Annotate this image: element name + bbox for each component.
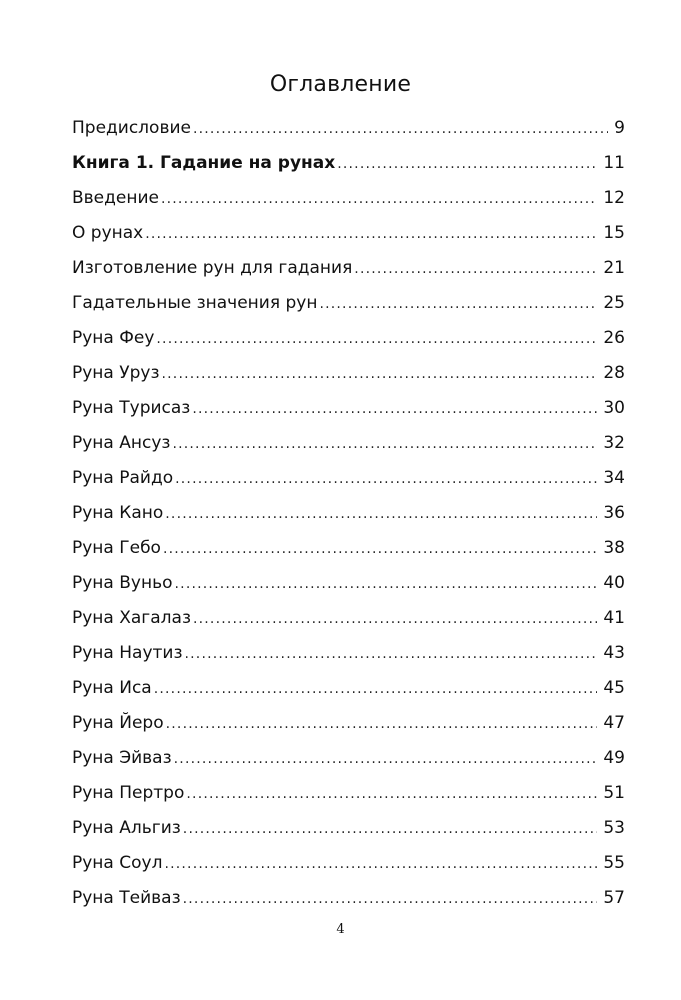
toc-dot-leader xyxy=(165,499,597,529)
toc-entry-page: 28 xyxy=(603,363,625,383)
toc-dot-leader xyxy=(162,359,598,389)
toc-entry xyxy=(72,358,625,393)
toc-dot-leader xyxy=(156,324,597,354)
toc-entry-title: Руна Соул xyxy=(72,853,163,873)
toc-entry-page: 36 xyxy=(603,503,625,523)
toc-entry-page: 15 xyxy=(603,223,625,243)
toc-entry-page: 49 xyxy=(603,748,625,768)
toc-dot-leader xyxy=(354,254,597,284)
toc-dot-leader xyxy=(172,429,597,459)
toc-dot-leader xyxy=(175,569,598,599)
toc-entry xyxy=(72,463,625,498)
toc-dot-leader xyxy=(174,744,598,774)
toc-entry-title: Руна Пертро xyxy=(72,783,185,803)
toc-entry xyxy=(72,288,625,323)
toc-entry-page: 32 xyxy=(603,433,625,453)
toc-entry-title: Предисловие xyxy=(72,118,191,138)
toc-entry xyxy=(72,848,625,883)
toc-entry-page: 25 xyxy=(603,293,625,313)
toc-entry xyxy=(72,813,625,848)
toc-entry xyxy=(72,603,625,638)
toc-entry xyxy=(72,218,625,253)
toc-entry xyxy=(72,498,625,533)
toc-dot-leader xyxy=(337,149,597,179)
toc-dot-leader xyxy=(145,219,597,249)
toc-entry xyxy=(72,253,625,288)
toc-entry-page: 21 xyxy=(603,258,625,278)
toc-entry xyxy=(72,778,625,813)
toc-entry-title: Руна Хагалаз xyxy=(72,608,191,628)
toc-entry-page: 43 xyxy=(603,643,625,663)
toc-dot-leader xyxy=(163,534,597,564)
toc-dot-leader xyxy=(319,289,597,319)
toc-entry-page: 45 xyxy=(603,678,625,698)
toc-entry xyxy=(72,708,625,743)
toc-entry-page: 51 xyxy=(603,783,625,803)
toc-entry-page: 47 xyxy=(603,713,625,733)
page-number: 4 xyxy=(336,922,345,937)
toc-entry-page: 12 xyxy=(603,188,625,208)
toc-dot-leader xyxy=(183,814,598,844)
toc-entry-page: 57 xyxy=(603,888,625,908)
toc-entry xyxy=(72,568,625,603)
toc-entry xyxy=(72,673,625,708)
toc-entry xyxy=(72,743,625,778)
toc-entry-title: Руна Райдо xyxy=(72,468,174,488)
toc-entry-page: 30 xyxy=(603,398,625,418)
toc-dot-leader xyxy=(193,114,608,144)
page-title: Оглавление xyxy=(269,72,412,97)
toc-entry-page: 26 xyxy=(603,328,625,348)
toc-entry-page: 34 xyxy=(603,468,625,488)
toc-entry-title: Руна Турисаз xyxy=(72,398,191,418)
toc-dot-leader xyxy=(183,884,598,914)
toc-entry-title: Введение xyxy=(72,188,159,208)
toc-dot-leader xyxy=(161,184,597,214)
toc-dot-leader xyxy=(154,674,598,704)
toc-entry-page: 53 xyxy=(603,818,625,838)
toc-entry xyxy=(72,148,625,183)
toc-entry-title: О рунах xyxy=(72,223,144,243)
toc-entry-title: Руна Эйваз xyxy=(72,748,172,768)
toc-entry xyxy=(72,393,625,428)
toc-entry-page: 11 xyxy=(603,153,625,173)
toc-entry-title: Руна Ансуз xyxy=(72,433,171,453)
toc-entry-title: Руна Феу xyxy=(72,328,155,348)
toc-entry-title: Руна Йеро xyxy=(72,713,164,733)
toc-entry-title: Книга 1. Гадание на рунах xyxy=(72,153,336,173)
toc-dot-leader xyxy=(175,464,597,494)
toc-entry xyxy=(72,428,625,463)
toc-entry-title: Руна Кано xyxy=(72,503,164,523)
toc-entry-title: Руна Тейваз xyxy=(72,888,181,908)
toc-entry-title: Гадательные значения рун xyxy=(72,293,318,313)
toc-entry-page: 40 xyxy=(603,573,625,593)
toc-entry-title: Руна Вуньо xyxy=(72,573,173,593)
toc-entry-title: Руна Гебо xyxy=(72,538,161,558)
toc-dot-leader xyxy=(185,639,598,669)
toc-entry-title: Руна Иса xyxy=(72,678,152,698)
toc-entry xyxy=(72,883,625,918)
toc-dot-leader xyxy=(166,709,598,739)
toc-entry xyxy=(72,323,625,358)
toc-entry-page: 38 xyxy=(603,538,625,558)
toc-entry xyxy=(72,113,625,148)
toc-dot-leader xyxy=(164,849,597,879)
toc-entry-page: 41 xyxy=(603,608,625,628)
toc-entry xyxy=(72,533,625,568)
toc-entry xyxy=(72,638,625,673)
toc-dot-leader xyxy=(192,394,597,424)
toc-entry-page: 9 xyxy=(614,118,625,138)
toc-entry-title: Руна Альгиз xyxy=(72,818,181,838)
toc-entry-title: Изготовление рун для гадания xyxy=(72,258,353,278)
toc-entry-title: Руна Уруз xyxy=(72,363,160,383)
toc-entry-page: 55 xyxy=(603,853,625,873)
toc-entry-title: Руна Наутиз xyxy=(72,643,183,663)
toc-entry xyxy=(72,183,625,218)
table-of-contents xyxy=(72,113,625,918)
toc-dot-leader xyxy=(193,604,597,634)
toc-dot-leader xyxy=(186,779,597,809)
